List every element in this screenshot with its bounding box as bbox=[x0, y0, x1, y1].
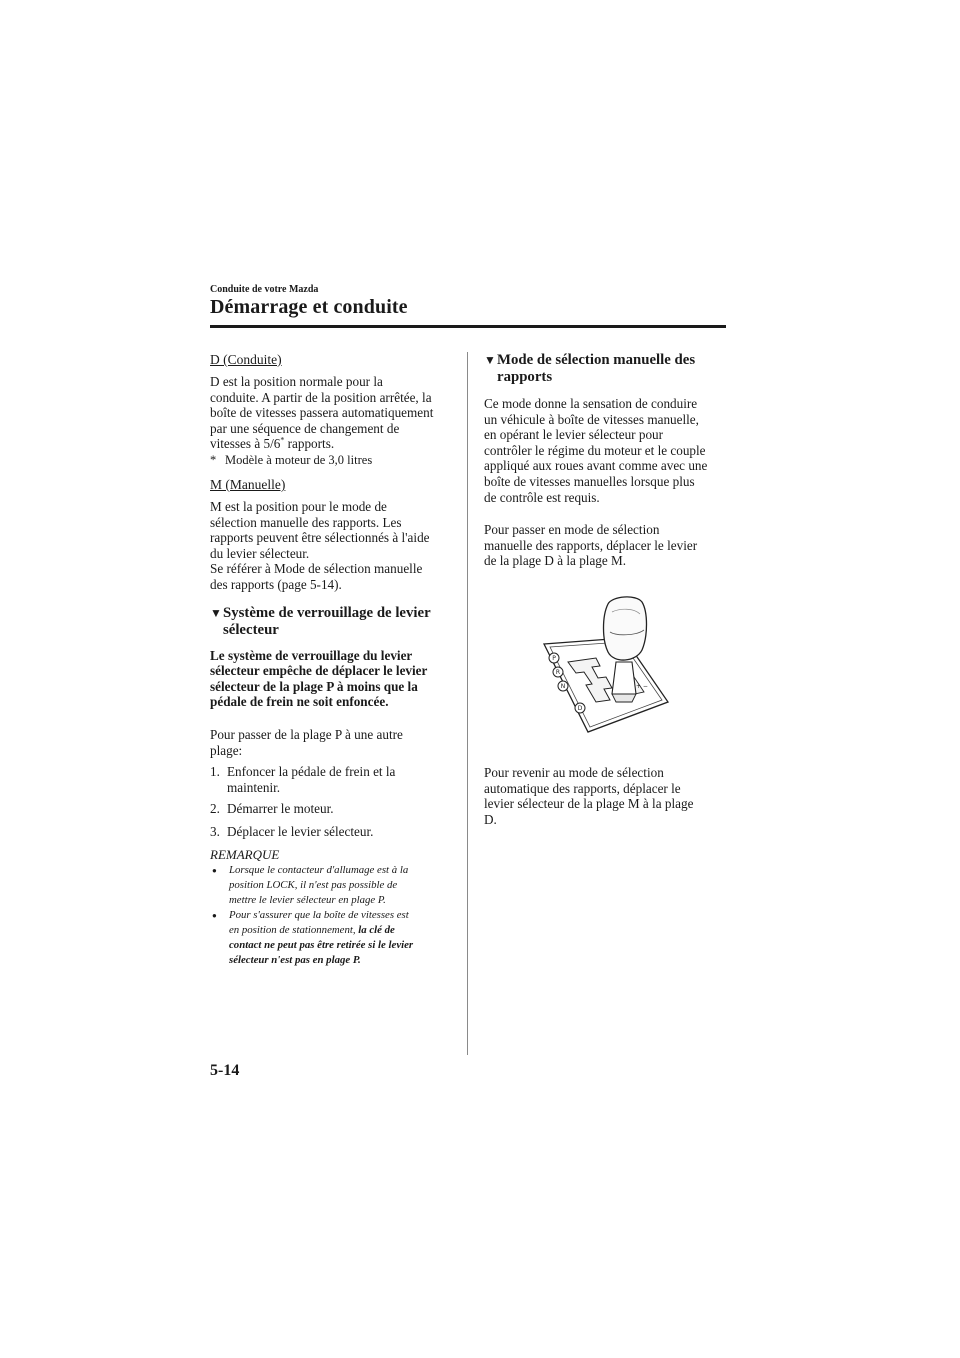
header-rule bbox=[210, 325, 726, 328]
p-intro-paragraph: Pour passer de la plage P à une autre plage: bbox=[210, 726, 403, 758]
gear-shifter-illustration bbox=[540, 592, 672, 738]
manual-mode-heading-text: Mode de sélection manuelle des rapports bbox=[497, 352, 696, 385]
bullet-icon: ● bbox=[212, 911, 217, 921]
page-number: 5-14 bbox=[210, 1062, 240, 1079]
column-divider bbox=[467, 352, 468, 1055]
bullet-icon: ● bbox=[212, 866, 217, 876]
chapter-label: Conduite de votre Mazda bbox=[210, 284, 319, 295]
footnote-text: Modèle à moteur de 3,0 litres bbox=[225, 452, 373, 467]
step-item bbox=[210, 801, 455, 817]
manual-mode-paragraph: Ce mode donne la sensation de conduire un véhicule à boîte de vitesses manuelle, en opérant le levier sélecteur pour contrôler le régime du moteur et le couple appliqué aux roues avant comme avec une boîte de vitesses manuelles lorsque plus de contrôle est requis. bbox=[484, 396, 708, 505]
gear-shifter-svg bbox=[540, 592, 672, 738]
d-paragraph-asterisk: * bbox=[280, 435, 285, 445]
shift-lock-heading bbox=[210, 605, 455, 639]
position-label: R bbox=[555, 669, 561, 676]
d-paragraph bbox=[210, 374, 455, 452]
step-item bbox=[210, 764, 455, 795]
plus-minus-marks: + − bbox=[636, 683, 648, 690]
shift-knob-icon bbox=[604, 597, 647, 660]
remarque-label: REMARQUE bbox=[210, 847, 280, 863]
step-number: 2. bbox=[210, 801, 220, 817]
right-column bbox=[484, 352, 729, 827]
step-number: 3. bbox=[210, 823, 220, 839]
to-auto-paragraph: Pour revenir au mode de sélection automatique des rapports, déplacer le levier sélecteur de la plage M à la plage D. bbox=[484, 764, 694, 827]
note-item bbox=[210, 863, 455, 908]
m-heading: M (Manuelle) bbox=[210, 476, 286, 492]
position-label: P bbox=[552, 655, 556, 662]
note-text bbox=[229, 908, 413, 968]
page-title: Démarrage et conduite bbox=[210, 296, 408, 318]
left-column bbox=[210, 352, 455, 968]
step-text: Déplacer le levier sélecteur. bbox=[227, 823, 374, 839]
shift-lock-bold-paragraph: Le système de verrouillage du levier sélecteur empêche de déplacer le levier sélecteur de la plage P à moins que la pédale de frein ne soit enfoncée. bbox=[210, 647, 428, 710]
note-text-bold: la clé de contact ne peut pas être retirée si le levier sélecteur n'est pas en plage P. bbox=[229, 924, 414, 967]
note-text: Lorsque le contacteur d'allumage est à la position LOCK, il n'est pas possible de mettre le levier sélecteur en plage P. bbox=[229, 864, 409, 907]
shift-lock-heading-text: Système de verrouillage de levier sélecteur bbox=[223, 604, 431, 638]
footnote-mark: * bbox=[210, 452, 217, 467]
d-paragraph-end: rapports. bbox=[284, 436, 335, 452]
triangle-down-icon: ▼ bbox=[484, 353, 496, 367]
step-text: Démarrer le moteur. bbox=[227, 801, 334, 817]
note-text-regular: Pour s'assurer que la boîte de vitesses est en position de stationnement, bbox=[229, 909, 409, 937]
triangle-down-icon: ▼ bbox=[210, 605, 222, 620]
d-heading: D (Conduite) bbox=[210, 352, 282, 367]
position-label: D bbox=[577, 705, 583, 712]
note-item bbox=[210, 908, 455, 968]
m-paragraph: M est la position pour le mode de sélection manuelle des rapports. Les rapports peuvent être sélectionnés à l'aide du levier sélecteur. Se référer à Mode de sélection manuelle des rapports (page 5-14). bbox=[210, 498, 430, 592]
position-label: N bbox=[560, 683, 566, 690]
manual-mode-heading bbox=[484, 352, 729, 386]
footnote bbox=[210, 453, 455, 468]
step-text: Enfoncer la pédale de frein et la maintenir. bbox=[227, 764, 396, 795]
step-number: 1. bbox=[210, 764, 220, 780]
to-manual-paragraph: Pour passer en mode de sélection manuelle des rapports, déplacer le levier de la plage D à la plage M. bbox=[484, 522, 698, 569]
d-paragraph-text: D est la position normale pour la conduite. A partir de la position arrêtée, la boîte de vitesses passera automatiquement par une séquence de changement de vitesses à 5/6 bbox=[210, 374, 434, 452]
step-item bbox=[210, 824, 455, 840]
